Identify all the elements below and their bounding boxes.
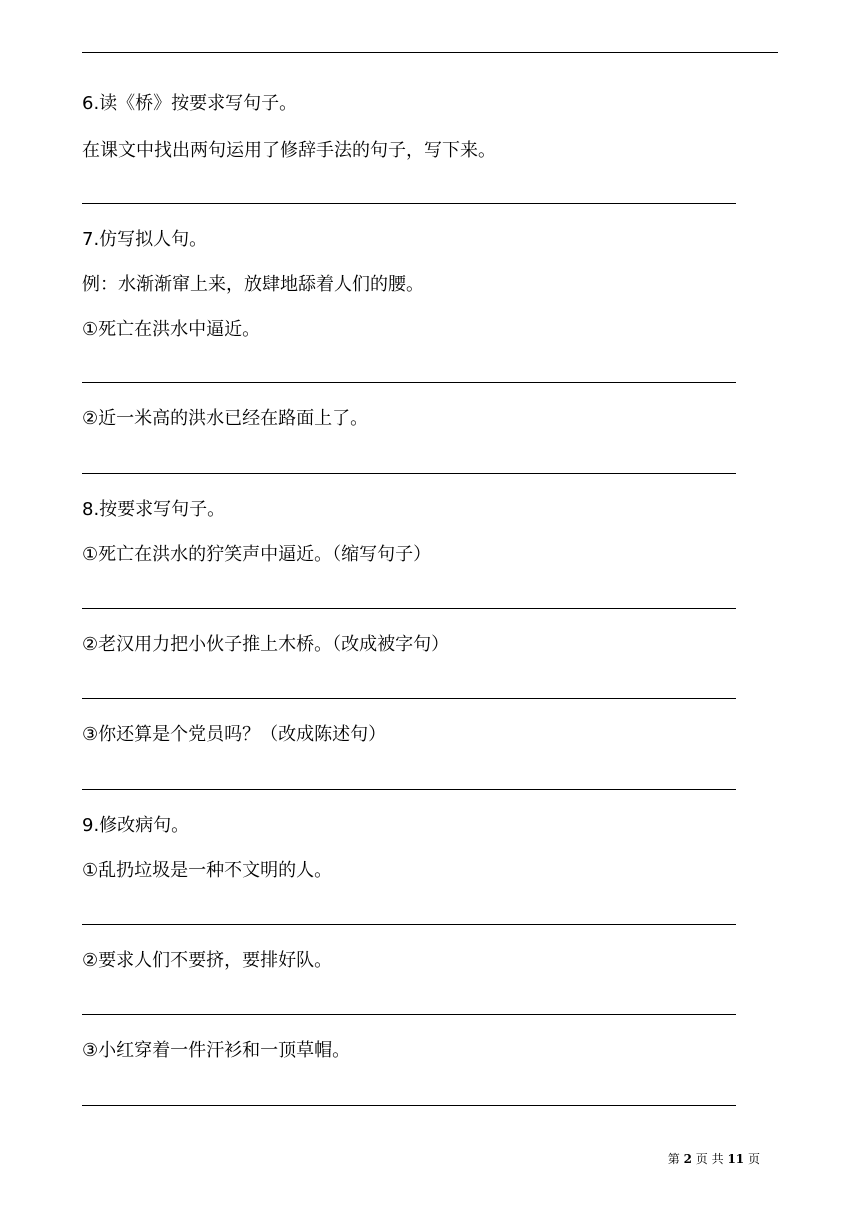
question-7-item-2: ②近一米高的洪水已经在路面上了。 (82, 408, 369, 429)
header-rule (82, 52, 778, 53)
answer-line[interactable] (82, 1014, 736, 1015)
answer-line[interactable] (82, 1105, 736, 1106)
question-8-title: 8.按要求写句子。 (82, 499, 226, 520)
question-9-title: 9.修改病句。 (82, 815, 190, 836)
answer-line[interactable] (82, 924, 736, 925)
question-7-title: 7.仿写拟人句。 (82, 229, 208, 250)
footer-middle: 页 共 (695, 1152, 724, 1166)
question-6-instruction: 在课文中找出两句运用了修辞手法的句子，写下来。 (82, 140, 496, 161)
question-9-item-2: ②要求人们不要挤，要排好队。 (82, 950, 333, 971)
question-8-item-1: ①死亡在洪水的狞笑声中逼近。（缩写句子） (82, 544, 432, 565)
page-number: 2 (683, 1152, 692, 1166)
answer-line[interactable] (82, 789, 736, 790)
question-9-item-3: ③小红穿着一件汗衫和一顶草帽。 (82, 1040, 351, 1061)
answer-line[interactable] (82, 382, 736, 383)
footer-prefix: 第 (667, 1152, 680, 1166)
footer-suffix: 页 (747, 1152, 760, 1166)
answer-line[interactable] (82, 473, 736, 474)
question-7-item-1: ①死亡在洪水中逼近。 (82, 319, 261, 340)
question-9-item-1: ①乱扔垃圾是一种不文明的人。 (82, 860, 333, 881)
answer-line[interactable] (82, 698, 736, 699)
question-7-example: 例：水渐渐窜上来，放肆地舔着人们的腰。 (82, 274, 424, 295)
question-8-item-2: ②老汉用力把小伙子推上木桥。（改成被字句） (82, 634, 450, 655)
answer-line[interactable] (82, 608, 736, 609)
page-total: 11 (727, 1152, 745, 1166)
question-8-item-3: ③你还算是个党员吗？（改成陈述句） (82, 724, 387, 745)
question-6-title: 6.读《桥》按要求写句子。 (82, 93, 298, 114)
answer-line[interactable] (82, 203, 736, 204)
page-footer (668, 1150, 760, 1167)
